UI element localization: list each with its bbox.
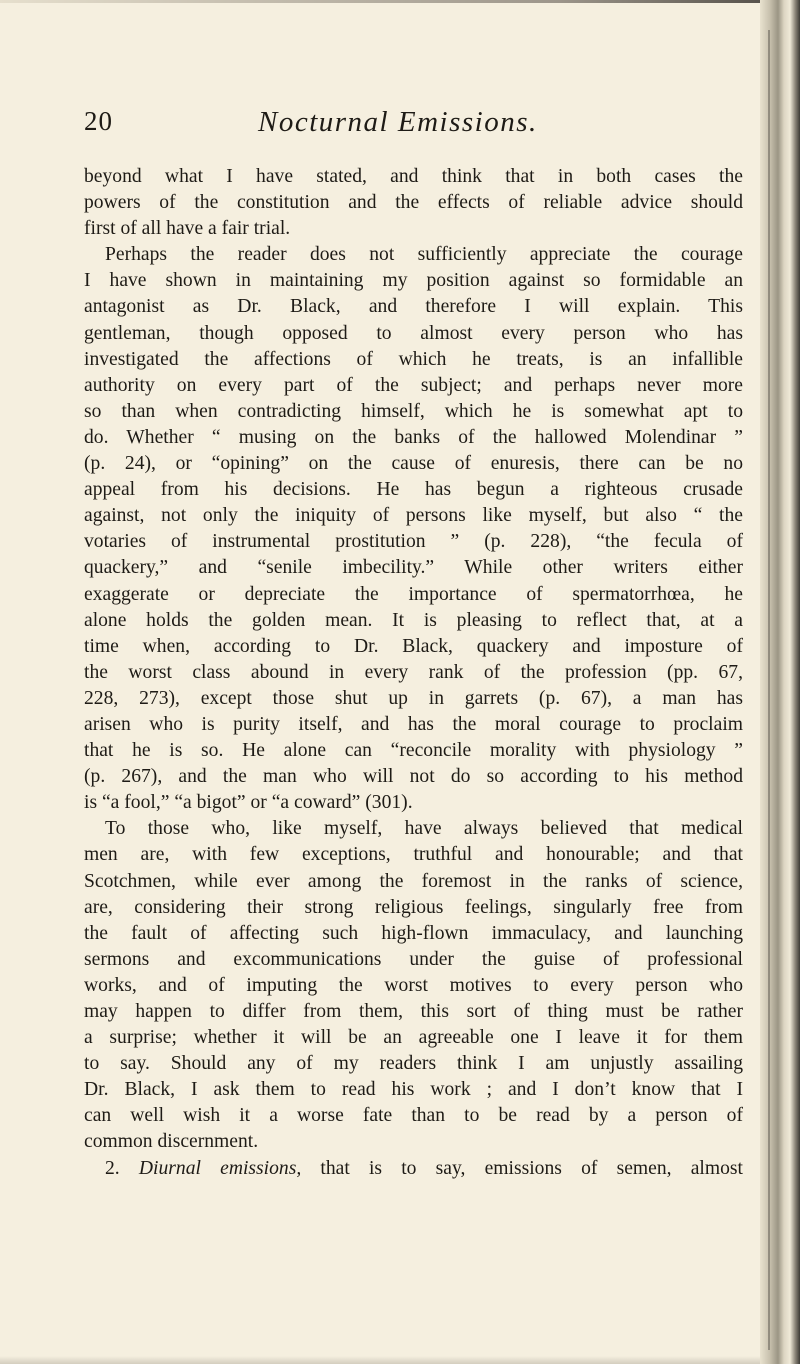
text-line: is “a fool,” “a bigot” or “a coward” (301). [84, 792, 413, 814]
section-number: 2. [105, 1157, 120, 1179]
text-line: beyond what I have stated, and think that in both cases the [84, 166, 743, 187]
text-line: first of all have a fair trial. [84, 218, 291, 240]
text-line: (p. 267), and the man who will not do so according to his method [84, 766, 743, 788]
running-title: Nocturnal Emissions. [258, 106, 538, 138]
text-line: (p. 24), or “opining” on the cause of enuresis, there can be no [84, 453, 743, 475]
section-text: that is to say, emissions of semen, almost [320, 1157, 743, 1179]
body-text [84, 164, 743, 1182]
text-line: do. Whether “ musing on the banks of the hallowed Molendinar ” [84, 426, 743, 448]
page-top-edge [0, 0, 800, 3]
text-line: Scotchmen, while ever among the foremost in the ranks of science, [84, 870, 743, 892]
text-line: common discernment. [84, 1131, 259, 1153]
text-line: are, considering their strong religious feelings, singularly free from [84, 896, 743, 918]
text-line: men are, with few exceptions, truthful and honourable; and that [84, 844, 743, 866]
text-line: to say. Should any of my readers think I am unjustly assailing [84, 1053, 743, 1075]
book-binding-edge [760, 0, 800, 1364]
text-line: I have shown in maintaining my position against so formidable an [84, 270, 743, 292]
text-line: sermons and excommunications under the guise of professional [84, 948, 743, 970]
text-line: alone holds the golden mean. It is pleasing to reflect that, at a [84, 609, 743, 631]
text-line: can well wish it a worse fate than to be read by a person of [84, 1105, 743, 1127]
text-line: quackery,” and “senile imbecility.” While other writers either [84, 557, 743, 579]
text-line: To those who, like myself, have always believed that medical [105, 818, 743, 840]
text-line: Dr. Black, I ask them to read his work ; and I don’t know that I [84, 1079, 743, 1101]
text-line: arisen who is purity itself, and has the moral courage to proclaim [84, 713, 743, 735]
text-line: may happen to differ from them, this sort of thing must be rather [84, 1001, 743, 1022]
text-line: that he is so. He alone can “reconcile morality with physiology ” [84, 740, 743, 762]
section-heading: Diurnal emissions, [138, 1157, 302, 1179]
text-line: works, and of imputing the worst motives to every person who [84, 974, 743, 996]
text-line: time when, according to Dr. Black, quackery and imposture of [84, 635, 743, 657]
text-line: Perhaps the reader does not sufficiently appreciate the courage [105, 244, 743, 266]
text-line: against, not only the iniquity of persons like myself, but also “ the [84, 505, 743, 527]
text-line: powers of the constitution and the effects of reliable advice should [84, 192, 743, 214]
page-number: 20 [84, 106, 113, 136]
text-line: gentleman, though opposed to almost every person who has [84, 322, 743, 344]
text-line: exaggerate or depreciate the importance of spermatorrhœa, he [84, 583, 743, 605]
text-line: 228, 273), except those shut up in garrets (p. 67), a man has [84, 687, 743, 709]
text-line: investigated the affections of which he treats, is an infallible [84, 348, 743, 370]
text-line: the fault of affecting such high-flown immaculacy, and launching [84, 922, 743, 944]
text-line: so than when contradicting himself, which he is somewhat apt to [84, 400, 743, 422]
text-line: a surprise; whether it will be an agreeable one I leave it for them [84, 1027, 743, 1049]
text-line: authority on every part of the subject; and perhaps never more [84, 374, 743, 396]
text-line: appeal from his decisions. He has begun a righteous crusade [84, 479, 743, 501]
text-line: antagonist as Dr. Black, and therefore I will explain. This [84, 296, 743, 318]
page-bottom-shadow [0, 1356, 760, 1364]
text-line: the worst class abound in every rank of the profession (pp. 67, [84, 661, 743, 683]
section-2-line [84, 1156, 743, 1182]
running-header [84, 106, 744, 146]
text-line: votaries of instrumental prostitution ” (p. 228), “the fecula of [84, 531, 743, 553]
